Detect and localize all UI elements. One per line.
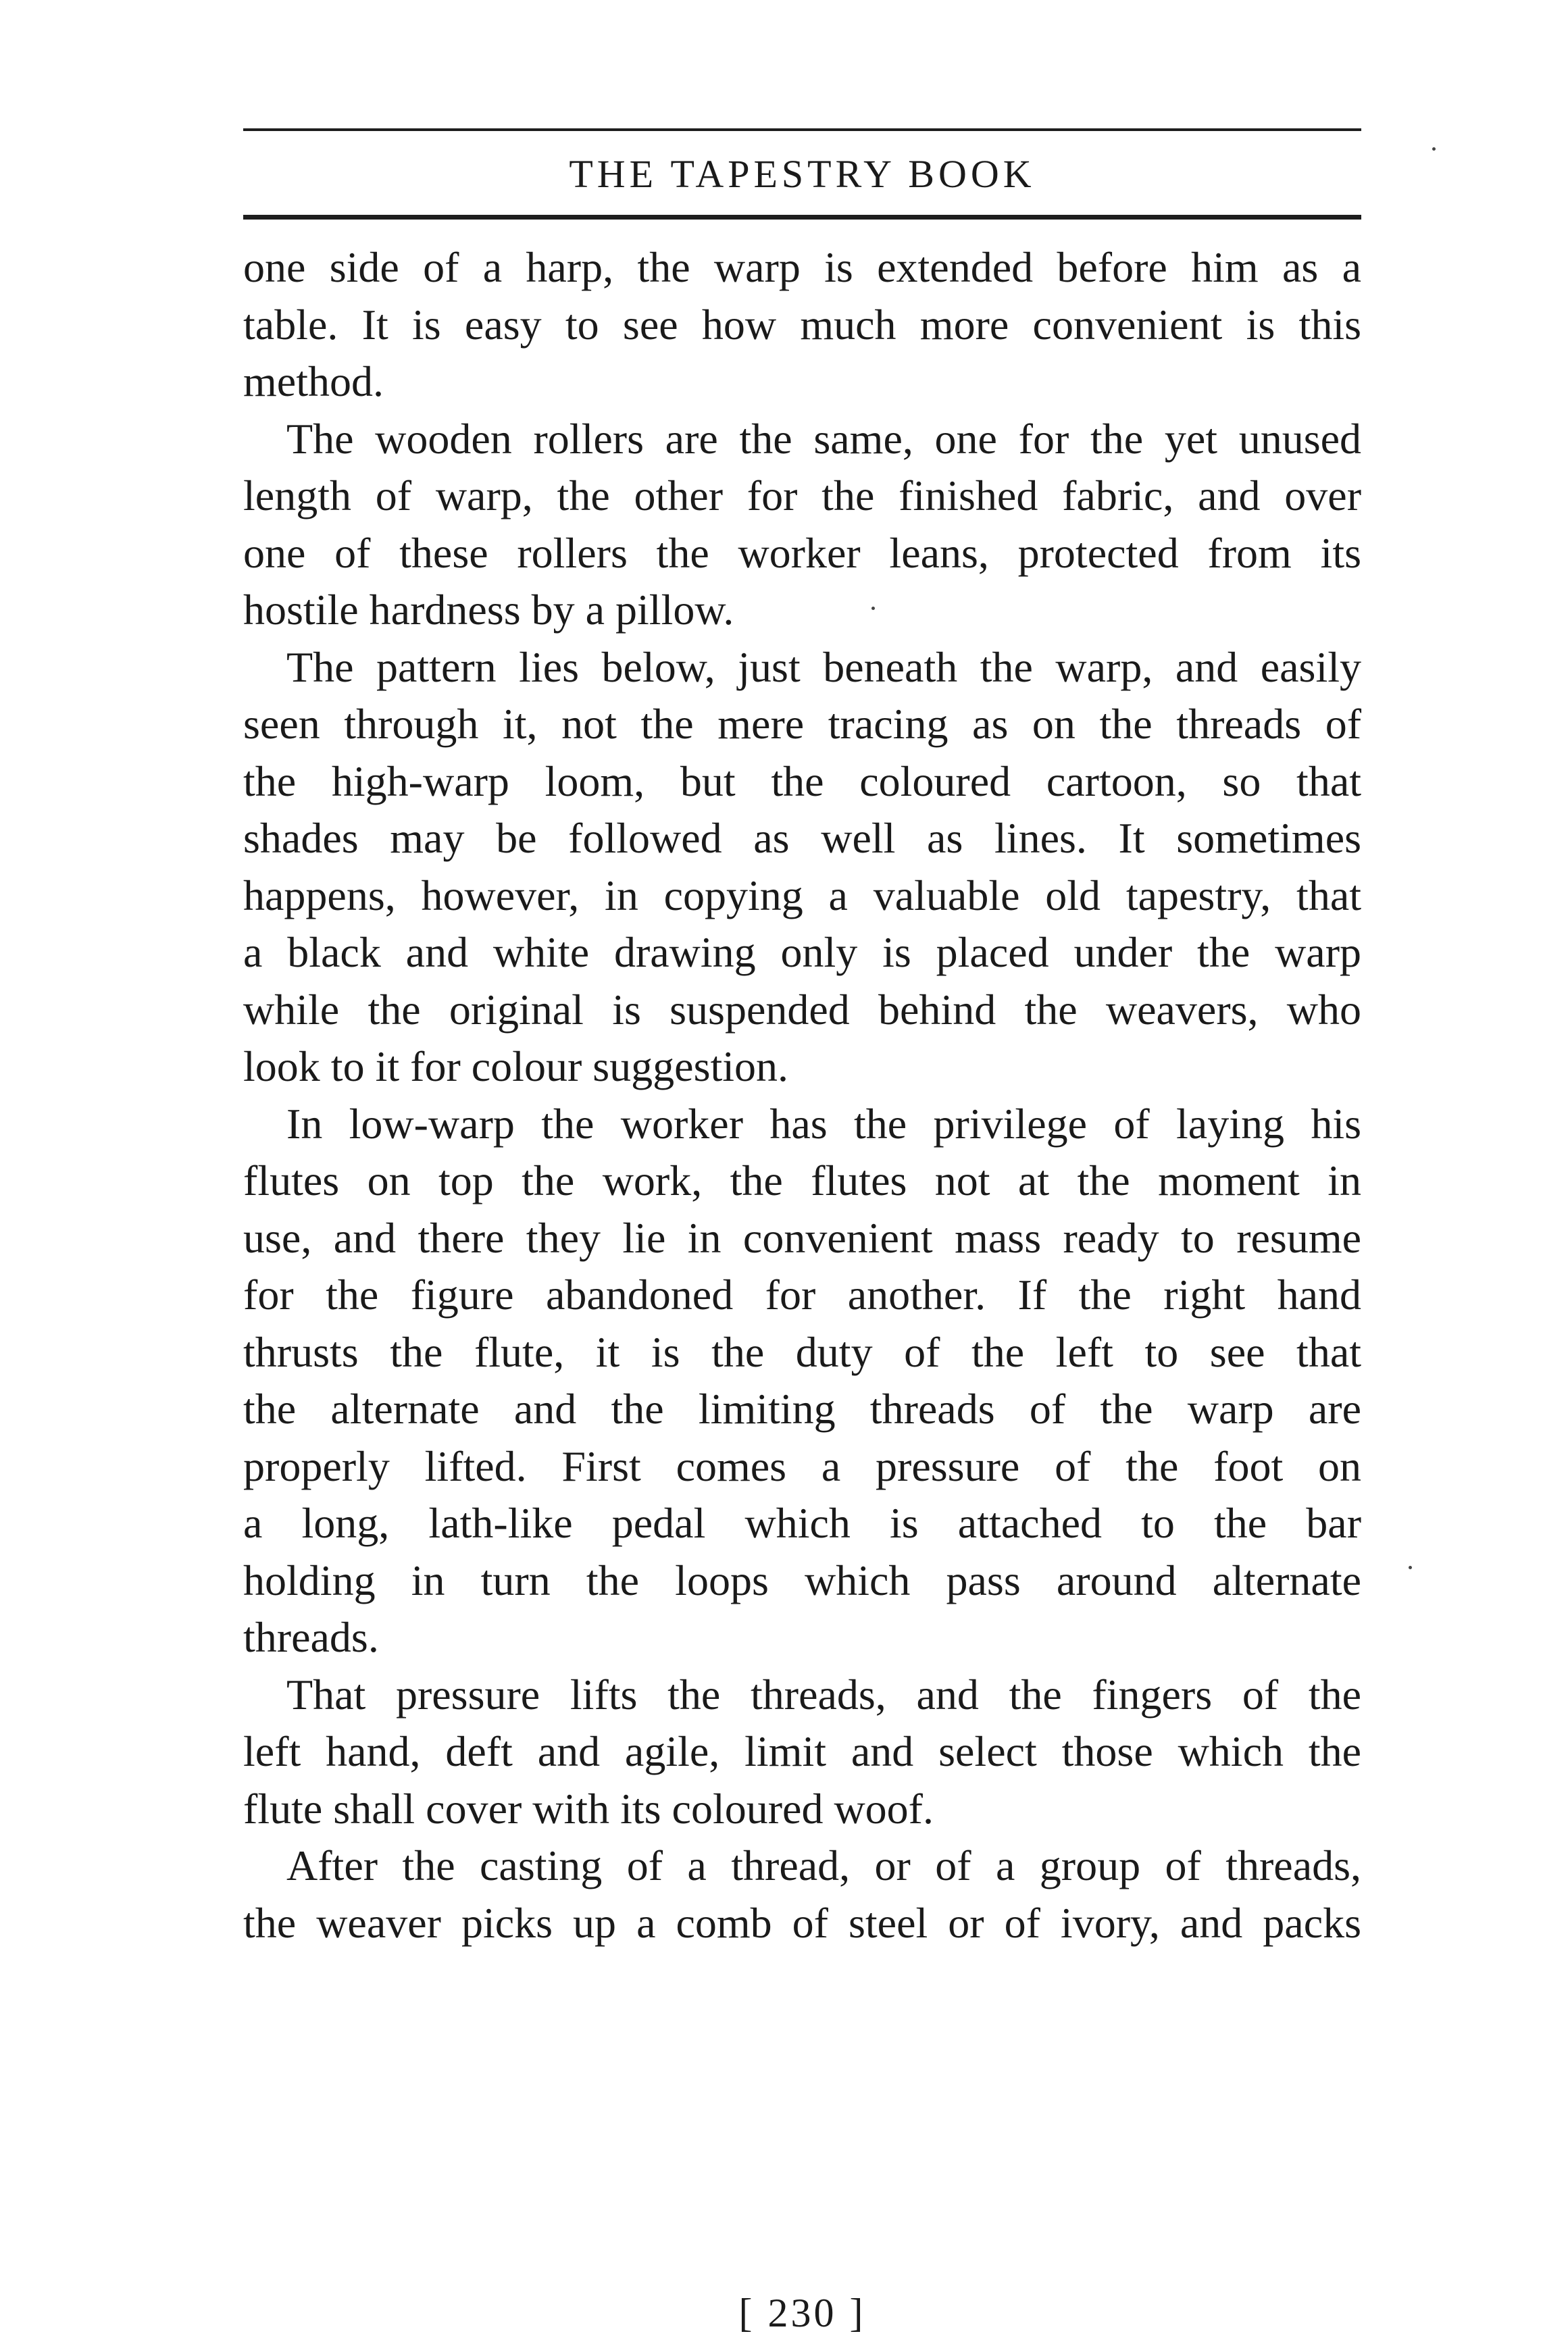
text-line: happens, however, in copying a valuable old tapestry, that	[243, 871, 1361, 919]
paragraph	[243, 639, 1361, 1096]
text-line: look to it for colour suggestion.	[243, 1042, 789, 1090]
text-line: flutes on top the work, the flutes not at the moment in	[243, 1156, 1361, 1204]
text-line: threads.	[243, 1613, 379, 1661]
header-rule-bottom	[243, 215, 1361, 220]
text-line: holding in turn the loops which pass around alternate	[243, 1556, 1361, 1604]
text-line: a long, lath-like pedal which is attached to the bar	[243, 1499, 1361, 1547]
text-line: flute shall cover with its coloured woof.	[243, 1784, 934, 1833]
print-speck	[1409, 1566, 1412, 1569]
print-speck	[871, 607, 875, 610]
text-line: seen through it, not the mere tracing as on the threads of	[243, 700, 1361, 748]
text-line: length of warp, the other for the finished fabric, and over	[243, 472, 1361, 519]
text-line: the weaver picks up a comb of steel or of ivory, and packs	[243, 1898, 1361, 1947]
text-line: the high-warp loom, but the coloured cartoon, so that	[243, 757, 1361, 805]
text-line: use, and there they lie in convenient mass ready to resume	[243, 1213, 1361, 1262]
print-speck	[1432, 147, 1436, 151]
text-line: the alternate and the limiting threads of the warp are	[243, 1385, 1361, 1433]
text-line: In low-warp the worker has the privilege of laying his	[286, 1099, 1361, 1148]
text-line: table. It is easy to see how much more convenient is this	[243, 300, 1361, 349]
body-text	[243, 239, 1361, 1952]
text-line: left hand, deft and agile, limit and select those which the	[243, 1727, 1361, 1775]
page-number: [ 230 ]	[738, 2291, 866, 2335]
paragraph	[243, 1667, 1361, 1838]
paragraph	[243, 411, 1361, 639]
text-line: shades may be followed as well as lines. It sometimes	[243, 814, 1361, 862]
text-line: for the figure abandoned for another. If the right hand	[243, 1271, 1361, 1319]
text-line: while the original is suspended behind the weavers, who	[243, 985, 1361, 1034]
running-head: THE TAPESTRY BOOK	[569, 152, 1036, 196]
header-rule-top	[243, 128, 1361, 131]
paragraph	[243, 239, 1361, 411]
text-line: a black and white drawing only is placed under the warp	[243, 928, 1361, 976]
text-line: The wooden rollers are the same, one for the yet unused	[286, 414, 1361, 463]
text-line: The pattern lies below, just beneath the warp, and easily	[286, 642, 1361, 691]
text-line: properly lifted. First comes a pressure of the foot on	[243, 1442, 1361, 1490]
text-line: After the casting of a thread, or of a group of threads,	[286, 1841, 1361, 1889]
paragraph	[243, 1096, 1361, 1667]
paragraph	[243, 1837, 1361, 1952]
text-line: thrusts the flute, it is the duty of the left to see that	[243, 1327, 1361, 1376]
text-line: one side of a harp, the warp is extended before him as a	[243, 243, 1361, 291]
text-line: hostile hardness by a pillow.	[243, 586, 734, 634]
text-line: That pressure lifts the threads, and the fingers of the	[286, 1670, 1361, 1719]
text-line: method.	[243, 357, 384, 405]
text-line: one of these rollers the worker leans, protected from its	[243, 528, 1361, 577]
